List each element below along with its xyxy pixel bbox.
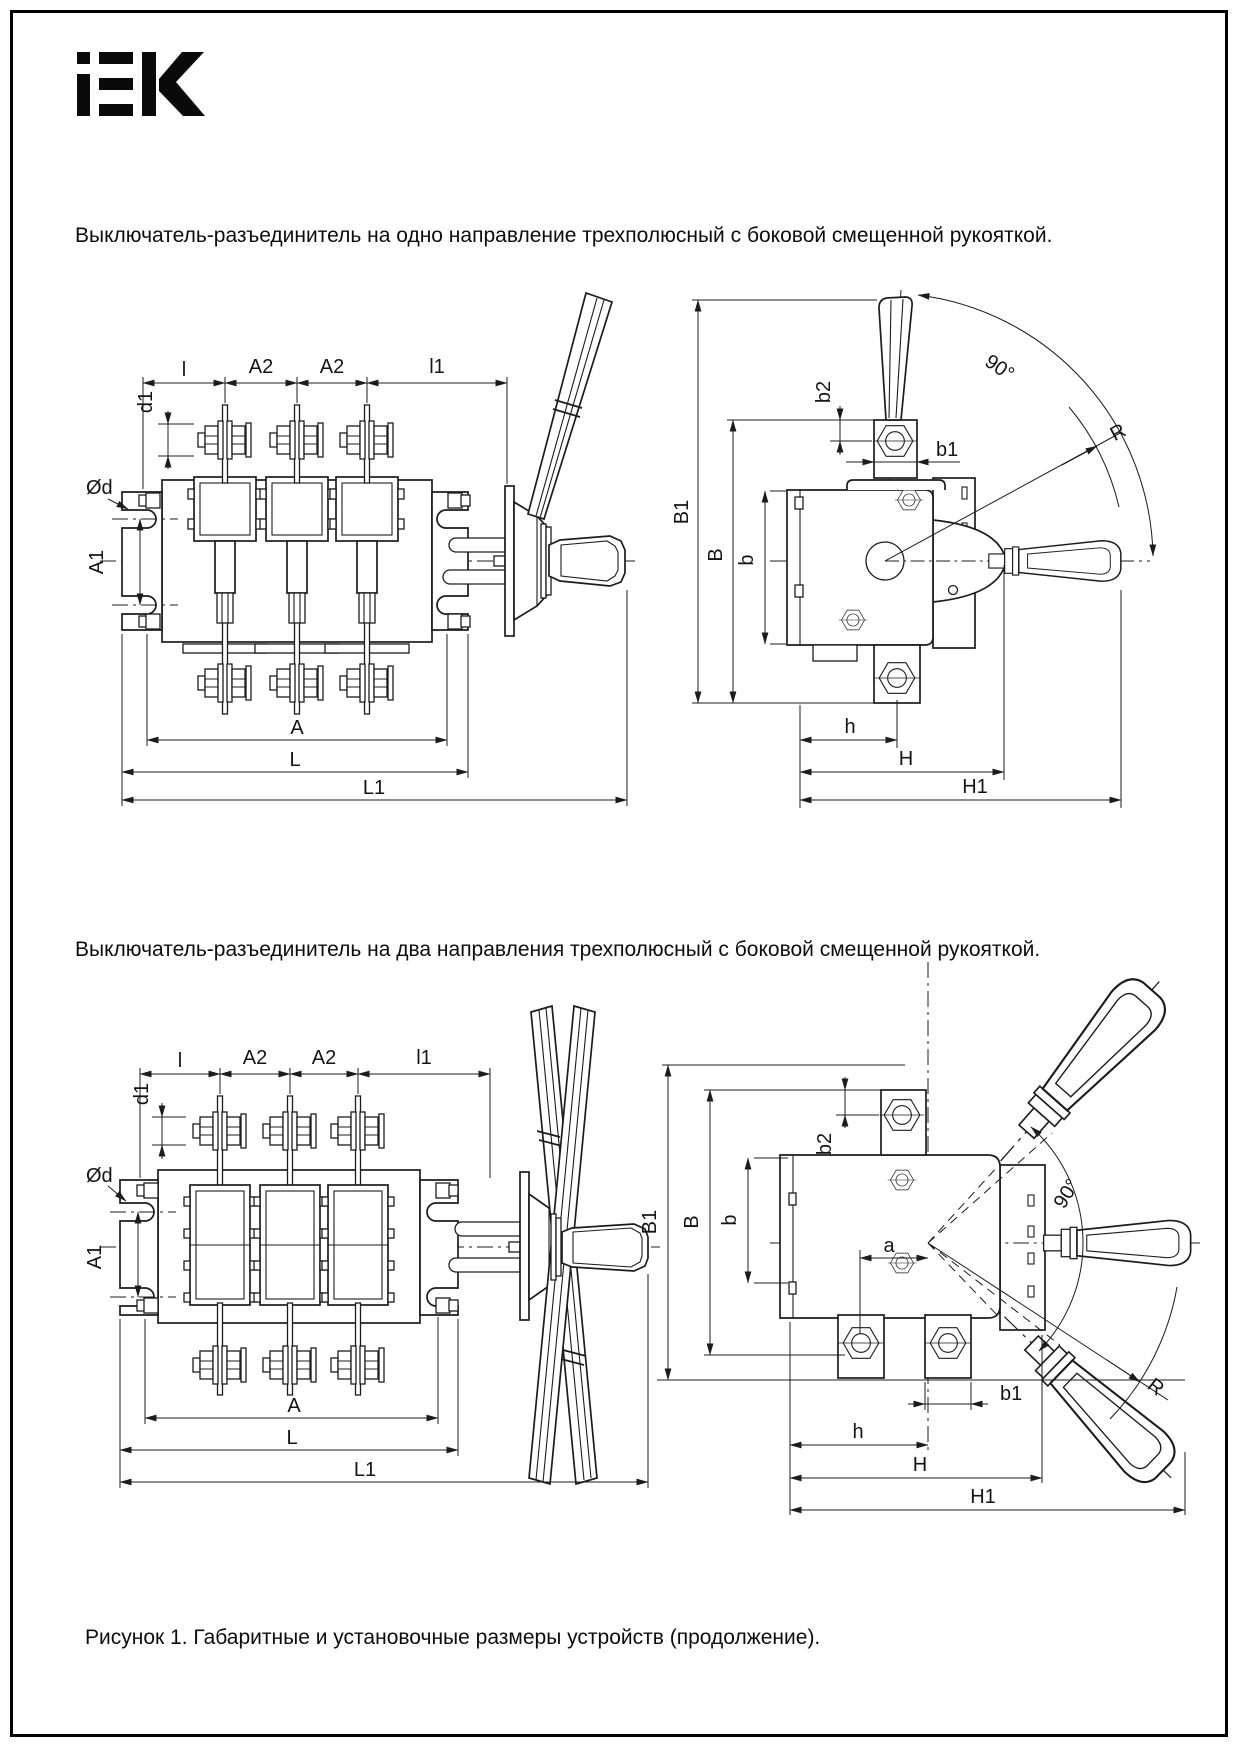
dim-label-angle: 90°: [980, 350, 1019, 386]
dim-label-d1: d1: [131, 1082, 153, 1106]
dim-label-A: A: [287, 1395, 301, 1417]
dimension-b1: [908, 1382, 1022, 1410]
top-terminal-bracket: [847, 420, 945, 490]
handle-grip-horizontal: [541, 524, 625, 598]
right-mounting-bracket: [420, 1180, 458, 1315]
drawing-side-view-two-directions: [630, 952, 1215, 1522]
dim-label-H: H: [912, 1454, 928, 1476]
dimension-top-chain: [143, 356, 507, 489]
pole: [254, 1096, 326, 1395]
dim-label-b: b: [736, 554, 758, 566]
dim-label-H1: H1: [962, 776, 988, 798]
section-title-two-directions: Выключатель-разъединитель на два направления трехполюсный с боковой смещенной рукояткой.: [75, 938, 1041, 961]
section-title-one-direction: Выключатель-разъединитель на одно направление трехполюсный с боковой смещенной рукояткой.: [75, 224, 1053, 247]
dim-label-a: a: [883, 1235, 895, 1257]
dimension-top-chain: [140, 1047, 490, 1178]
dim-label-b2: b2: [813, 380, 835, 404]
dim-label-b1: b1: [1000, 1383, 1023, 1405]
dim-label-B1: B1: [671, 499, 693, 525]
pole-assemblies: [184, 1096, 394, 1395]
figure-caption: Рисунок 1. Габаритные и установочные размеры устройств (продолжение).: [85, 1626, 821, 1649]
dim-label-A2: A2: [319, 356, 345, 378]
dim-label-l: l: [177, 1050, 183, 1072]
drive-mechanism: [449, 1172, 558, 1320]
dim-label-b1: b1: [936, 439, 959, 461]
dim-label-B1: B1: [639, 1209, 661, 1235]
pole: [184, 1096, 256, 1395]
dim-label-b2: b2: [814, 1132, 836, 1156]
dim-label-H: H: [898, 748, 914, 770]
bottom-terminal-bracket: [813, 645, 920, 703]
dimension-d1: [135, 391, 194, 469]
dimension-b2: [814, 1077, 879, 1155]
left-mounting-bracket: [122, 492, 162, 630]
dim-label-A2: A2: [248, 356, 274, 378]
dimension-d1: [131, 1083, 186, 1159]
dim-label-l1: l1: [416, 1047, 432, 1069]
dim-label-d1: d1: [135, 390, 157, 414]
bottom-terminal-brackets: [838, 1315, 971, 1378]
dim-label-L1: L1: [362, 777, 386, 799]
dim-label-l1: l1: [429, 356, 445, 378]
drawing-front-view-one-direction: [88, 278, 628, 813]
dim-label-R: R: [1106, 419, 1130, 446]
handle-lever: [528, 293, 612, 519]
dim-label-A1: A1: [84, 1244, 106, 1270]
dim-label-dia-d: Ød: [86, 477, 113, 499]
dim-label-A2: A2: [242, 1047, 268, 1069]
dim-label-H1: H1: [970, 1486, 996, 1508]
iek-logo-icon: [75, 52, 207, 116]
handle-vertical: [879, 297, 912, 420]
dim-label-L: L: [289, 749, 301, 771]
top-terminal-bracket: [880, 1090, 926, 1155]
drawing-side-view-one-direction: [655, 278, 1165, 813]
dim-label-h: h: [844, 716, 856, 738]
dim-label-h: h: [852, 1421, 864, 1443]
dim-label-L: L: [286, 1427, 298, 1449]
dim-label-A: A: [290, 717, 304, 739]
dim-label-R: R: [1143, 1374, 1169, 1401]
pole: [322, 1096, 394, 1395]
dim-label-B: B: [681, 1215, 703, 1229]
pole-assemblies: [183, 405, 409, 714]
right-mounting-bracket: [432, 492, 470, 630]
drawing-front-view-two-directions: [85, 985, 650, 1500]
dim-label-B: B: [705, 548, 727, 562]
dim-label-b: b: [719, 1214, 741, 1226]
dimension-b2: [813, 381, 872, 455]
dim-label-l: l: [181, 359, 187, 381]
dim-label-A1: A1: [86, 549, 108, 575]
dim-label-A2: A2: [311, 1047, 337, 1069]
dim-label-L1: L1: [353, 1459, 377, 1481]
dim-label-dia-d: Ød: [86, 1165, 113, 1187]
dim-label-angle: 90°: [1049, 1175, 1085, 1213]
